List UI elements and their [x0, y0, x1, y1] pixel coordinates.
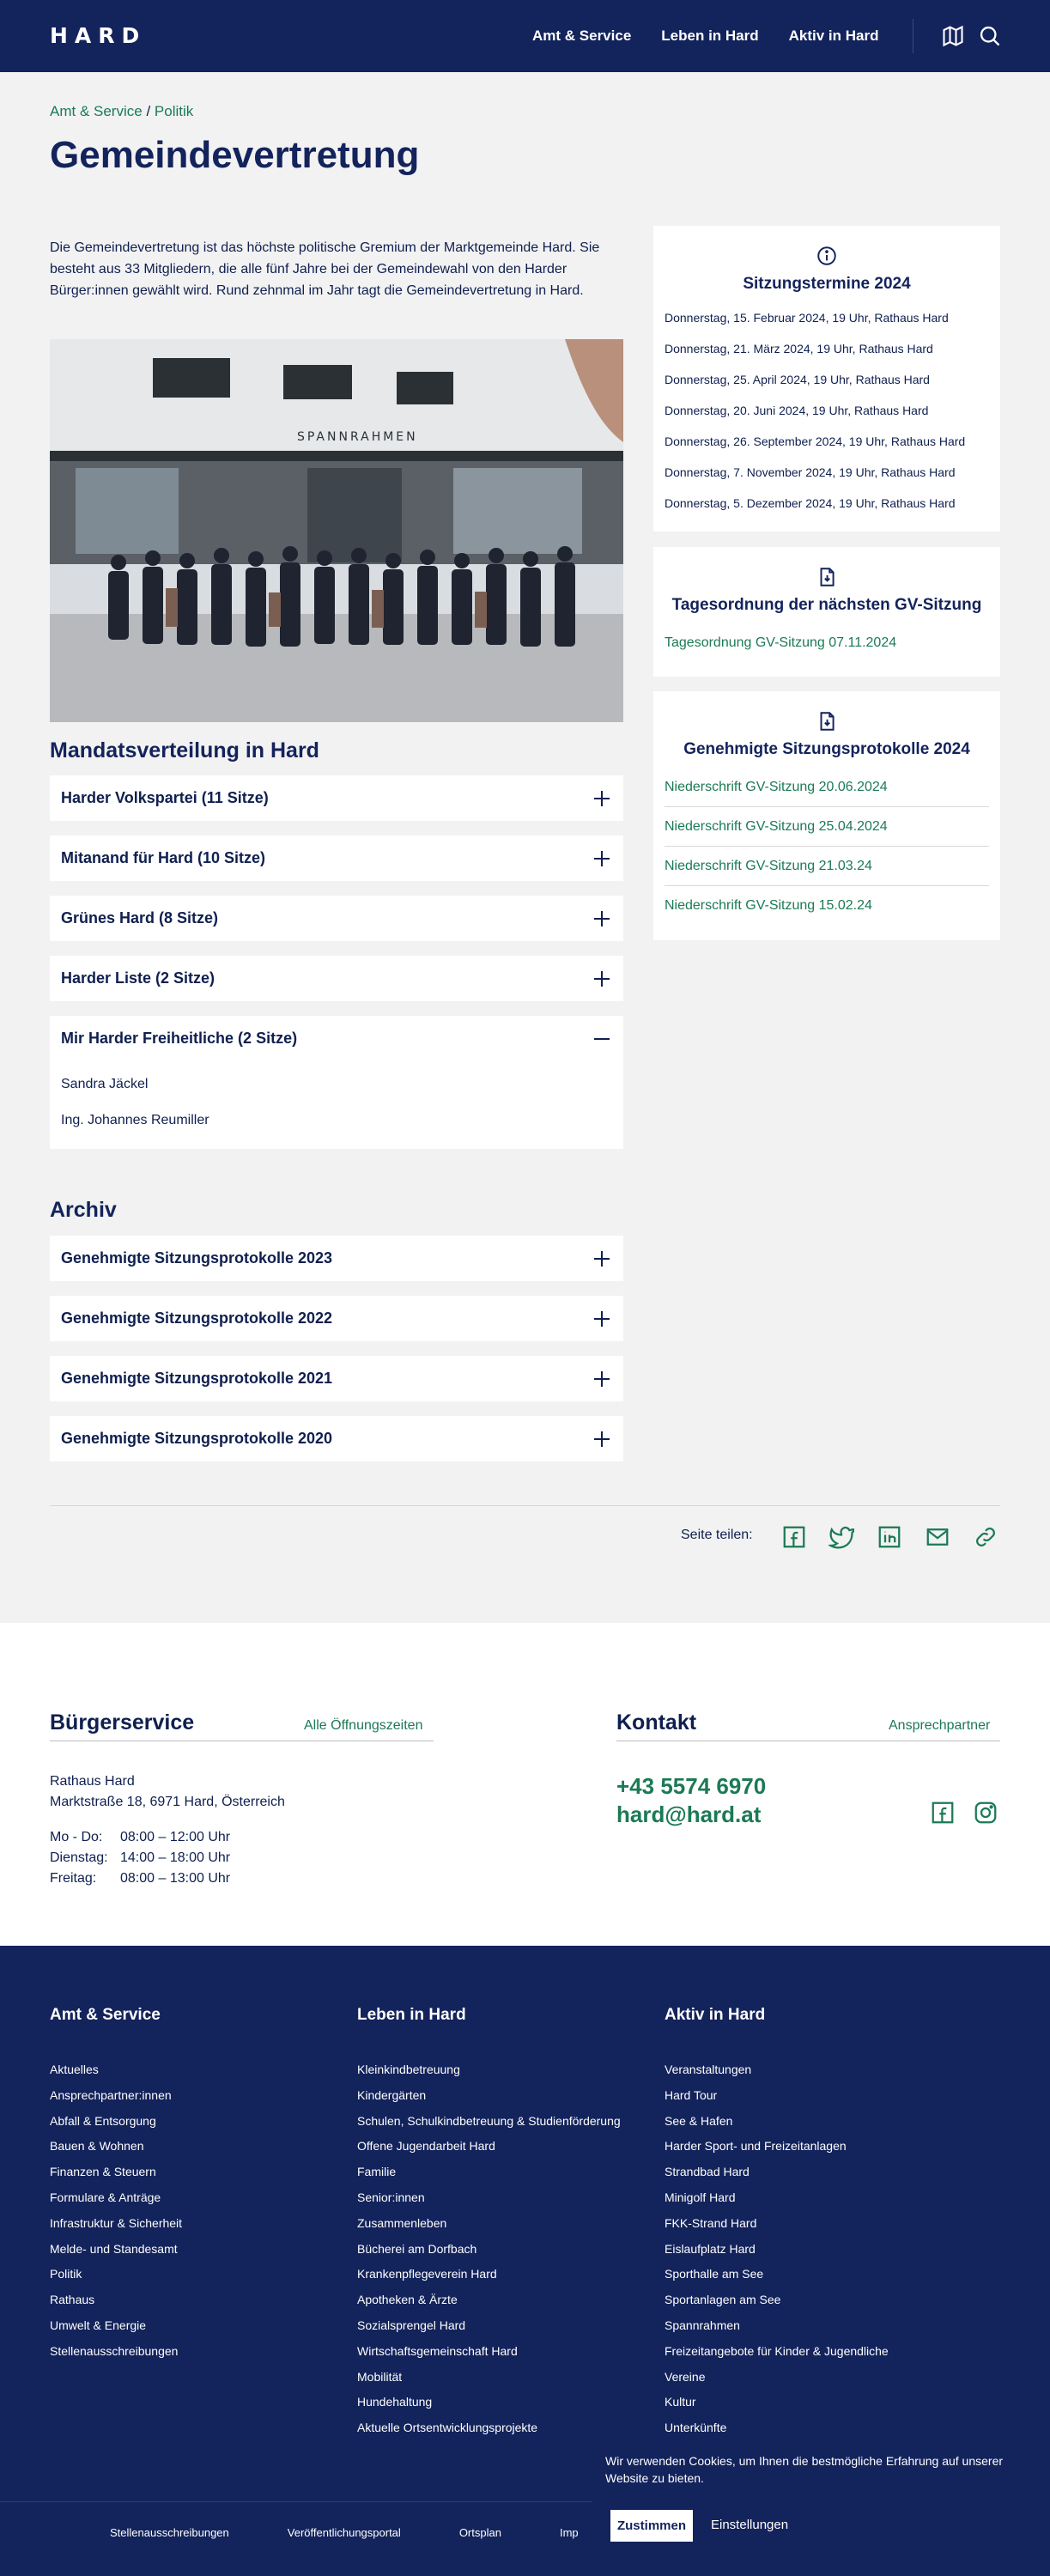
breadcrumb-separator: /	[146, 103, 151, 119]
footer-column-amt-service	[50, 2006, 182, 2365]
hours-day: Dienstag:	[50, 1850, 108, 1865]
protocols-title: Genehmigte Sitzungsprotokolle 2024	[683, 740, 970, 758]
footer-link[interactable]: Hard Tour	[665, 2087, 718, 2102]
contact-person-link[interactable]: Ansprechpartner	[889, 1718, 991, 1733]
accordion-archive-2022[interactable]	[50, 1296, 623, 1341]
mail-icon[interactable]	[925, 1524, 950, 1550]
info-icon	[816, 245, 838, 267]
service-section	[0, 1623, 1050, 1946]
bottom-link-ortsplan[interactable]: Ortsplan	[458, 2526, 501, 2539]
hours-time: 08:00 – 12:00 Uhr	[120, 1830, 231, 1844]
minus-icon[interactable]	[594, 1031, 610, 1047]
accordion-title: Harder Volkspartei (11 Sitze)	[61, 789, 269, 806]
footer-link[interactable]: Kindergärten	[357, 2087, 427, 2102]
cookie-text: Wir verwenden Cookies, um Ihnen die bestmögliche Erfahrung auf unserer Website zu bieten.	[605, 2454, 1004, 2485]
footer-link[interactable]: Harder Sport- und Freizeitanlagen	[665, 2139, 847, 2154]
accordion-title: Genehmigte Sitzungsprotokolle 2022	[61, 1309, 333, 1327]
footer-link[interactable]: Infrastruktur & Sicherheit	[50, 2215, 183, 2230]
agenda-title: Tagesordnung der nächsten GV-Sitzung	[671, 596, 982, 614]
plus-icon[interactable]	[594, 791, 610, 806]
bottom-link-stellenausschreibungen[interactable]: Stellenausschreibungen	[110, 2526, 229, 2539]
page-title: Gemeindevertretung	[50, 134, 420, 176]
protocols-card	[653, 691, 1000, 940]
member-name: Ing. Johannes Reumiller	[61, 1113, 209, 1127]
logo[interactable]: HARD	[50, 23, 147, 48]
accordion-body	[50, 1061, 623, 1149]
member-name: Sandra Jäckel	[61, 1077, 149, 1091]
footer-link[interactable]: Wirtschaftsgemeinschaft Hard	[357, 2343, 518, 2358]
footer-link[interactable]: Stellenausschreibungen	[50, 2343, 179, 2358]
footer-link[interactable]: Sporthalle am See	[665, 2267, 764, 2281]
cookie-accept-button[interactable]: Zustimmen	[610, 2510, 693, 2542]
meeting-date: Donnerstag, 7. November 2024, 19 Uhr, Rathaus Hard	[665, 465, 956, 479]
protocol-link[interactable]: Niederschrift GV-Sitzung 25.04.2024	[665, 819, 888, 834]
agenda-link[interactable]: Tagesordnung GV-Sitzung 07.11.2024	[665, 635, 897, 650]
footer-link[interactable]: Formulare & Anträge	[50, 2190, 161, 2204]
protocols-list	[653, 759, 1000, 926]
footer-link[interactable]: See & Hafen	[665, 2113, 733, 2128]
footer-column-title: Leben in Hard	[357, 2006, 466, 2024]
footer-column-title: Amt & Service	[50, 2006, 161, 2024]
footer-link[interactable]: Krankenpflegeverein Hard	[357, 2267, 497, 2281]
footer-link[interactable]: Aktuelle Ortsentwicklungsprojekte	[357, 2421, 538, 2435]
plus-icon[interactable]	[594, 1311, 610, 1327]
accordion-archive-2021[interactable]	[50, 1356, 623, 1401]
protocol-link[interactable]: Niederschrift GV-Sitzung 15.02.24	[665, 898, 872, 913]
footer-link[interactable]: Kultur	[665, 2395, 696, 2409]
footer-link[interactable]: Apotheken & Ärzte	[357, 2293, 458, 2307]
footer-link[interactable]: Senior:innen	[357, 2190, 425, 2204]
facebook-icon[interactable]	[781, 1524, 807, 1550]
phone-link[interactable]: +43 5574 6970	[616, 1773, 767, 1799]
meeting-dates-title: Sitzungstermine 2024	[743, 275, 911, 293]
plus-icon[interactable]	[594, 1431, 610, 1447]
share-divider	[50, 1505, 1000, 1506]
plus-icon[interactable]	[594, 1371, 610, 1387]
footer-link[interactable]: Spannrahmen	[665, 2318, 740, 2332]
accordion-title: Genehmigte Sitzungsprotokolle 2020	[61, 1430, 333, 1447]
document-download-icon	[816, 710, 838, 732]
hours-time: 14:00 – 18:00 Uhr	[120, 1850, 231, 1865]
nav-leben-in-hard[interactable]: Leben in Hard	[661, 27, 759, 44]
service-address: Marktstraße 18, 6971 Hard, Österreich	[50, 1795, 285, 1809]
accordion-title: Mitanand für Hard (10 Sitze)	[61, 849, 266, 866]
meeting-date: Donnerstag, 25. April 2024, 19 Uhr, Rathaus Hard	[665, 373, 930, 386]
meeting-date: Donnerstag, 5. Dezember 2024, 19 Uhr, Rathaus Hard	[665, 496, 956, 510]
group-photo	[50, 339, 623, 722]
accordion-archive-2020[interactable]	[50, 1416, 623, 1461]
breadcrumb	[50, 103, 193, 120]
meeting-dates-card	[653, 226, 1000, 532]
footer-link[interactable]: Hundehaltung	[357, 2395, 433, 2409]
footer-link[interactable]: Umwelt & Energie	[50, 2318, 147, 2332]
footer-link[interactable]: Zusammenleben	[357, 2215, 447, 2230]
accordion-harder-volkspartei[interactable]	[50, 775, 623, 821]
archive-section-title: Archiv	[50, 1198, 117, 1222]
accordion-mir-harder-freiheitliche[interactable]	[50, 1016, 623, 1149]
footer-column-title: Aktiv in Hard	[665, 2006, 766, 2024]
intro-text: Die Gemeindevertretung ist das höchste politische Gremium der Marktgemeinde Hard. Sie besteht aus 33 Mitgliedern, die alle fünf Jahre bei der Gemeindewahl von den Harder Bürger:innen gewählt wird. Rund zehnmal im Jahr tagt die Gemeindevertretung in Hard.	[50, 240, 600, 298]
opening-hours-link[interactable]: Alle Öffnungszeiten	[304, 1718, 423, 1733]
main-nav	[532, 0, 909, 72]
footer-link[interactable]: Aktuelles	[50, 2063, 99, 2076]
email-link[interactable]: hard@hard.at	[616, 1801, 762, 1827]
footer-link[interactable]: Abfall & Entsorgung	[50, 2113, 156, 2128]
service-name: Rathaus Hard	[50, 1774, 135, 1789]
footer-link[interactable]: Minigolf Hard	[665, 2190, 736, 2204]
meeting-dates-list	[653, 294, 1000, 519]
link-icon[interactable]	[973, 1524, 998, 1550]
nav-amt-service[interactable]: Amt & Service	[532, 27, 632, 44]
hours-day: Freitag:	[50, 1871, 97, 1886]
meeting-date: Donnerstag, 15. Februar 2024, 19 Uhr, Rathaus Hard	[665, 311, 949, 325]
group-photo-illustration	[50, 339, 623, 722]
accordion-gruenes-hard[interactable]	[50, 896, 623, 941]
hours-time: 08:00 – 13:00 Uhr	[120, 1871, 231, 1886]
accordion-title: Harder Liste (2 Sitze)	[61, 969, 215, 987]
footer-link[interactable]: Melde- und Standesamt	[50, 2241, 178, 2256]
footer-column-aktiv-in-hard	[665, 2006, 889, 2441]
footer-link[interactable]: Kleinkindbetreuung	[357, 2063, 460, 2076]
footer-link[interactable]: Finanzen & Steuern	[50, 2165, 156, 2179]
cookie-banner	[592, 2435, 1050, 2576]
footer-link[interactable]: Bauen & Wohnen	[50, 2139, 144, 2154]
footer-link[interactable]: Offene Jugendarbeit Hard	[357, 2139, 495, 2154]
bottom-link-impressum[interactable]: Imp	[559, 2526, 579, 2539]
protocol-link[interactable]: Niederschrift GV-Sitzung 20.06.2024	[665, 780, 888, 794]
footer-link[interactable]: Schulen, Schulkindbetreuung & Studienförderung	[357, 2113, 621, 2128]
footer-link[interactable]: Eislaufplatz Hard	[665, 2241, 756, 2256]
footer-link[interactable]: Veranstaltungen	[665, 2063, 752, 2076]
footer-link[interactable]: Sozialsprengel Hard	[357, 2318, 466, 2332]
breadcrumb-current[interactable]: Politik	[154, 103, 194, 119]
hours-day: Mo - Do:	[50, 1830, 103, 1844]
accordion-harder-liste[interactable]	[50, 956, 623, 1001]
opening-hours	[50, 1827, 230, 1889]
footer-link[interactable]: Ansprechpartner:innen	[50, 2087, 172, 2102]
footer-link[interactable]: Strandbad Hard	[665, 2165, 750, 2179]
footer-link[interactable]: Bücherei am Dorfbach	[357, 2241, 477, 2256]
accordion-title: Genehmigte Sitzungsprotokolle 2023	[61, 1249, 333, 1267]
plus-icon[interactable]	[594, 1251, 610, 1267]
accordion-mitanand-fuer-hard[interactable]	[50, 835, 623, 881]
accordion-archive-2023[interactable]	[50, 1236, 623, 1281]
accordion-title: Mir Harder Freiheitliche (2 Sitze)	[61, 1030, 298, 1047]
breadcrumb-parent[interactable]: Amt & Service	[50, 103, 143, 119]
footer-bottom-links	[110, 2526, 637, 2539]
accordion-title: Genehmigte Sitzungsprotokolle 2021	[61, 1370, 333, 1387]
footer-column-leben-in-hard	[357, 2006, 621, 2441]
agenda-card	[653, 547, 1000, 677]
facebook-icon[interactable]	[930, 1800, 956, 1826]
cookie-settings-button[interactable]: Einstellungen	[711, 2518, 789, 2532]
document-download-icon	[816, 566, 838, 588]
plus-icon[interactable]	[594, 911, 610, 927]
footer-link[interactable]: Familie	[357, 2165, 397, 2179]
site-header	[0, 0, 1050, 72]
footer-link[interactable]: Mobilität	[357, 2369, 403, 2384]
twitter-icon[interactable]	[828, 1524, 854, 1550]
linkedin-icon[interactable]	[877, 1524, 902, 1550]
instagram-icon[interactable]	[973, 1800, 998, 1826]
plus-icon[interactable]	[594, 851, 610, 866]
search-icon[interactable]	[978, 24, 1002, 48]
plus-icon[interactable]	[594, 971, 610, 987]
meeting-date: Donnerstag, 21. März 2024, 19 Uhr, Rathaus Hard	[665, 342, 933, 355]
accordion-title: Grünes Hard (8 Sitze)	[61, 909, 219, 927]
building-sign: SPANNRAHMEN	[297, 430, 418, 444]
footer-link[interactable]: Rathaus	[50, 2293, 95, 2307]
footer-link[interactable]: Sportanlagen am See	[665, 2293, 781, 2307]
meeting-date: Donnerstag, 26. September 2024, 19 Uhr, Rathaus Hard	[665, 434, 966, 448]
service-title: Bürgerservice	[50, 1710, 195, 1735]
meeting-date: Donnerstag, 20. Juni 2024, 19 Uhr, Rathaus Hard	[665, 404, 929, 417]
bottom-link-veroeffentlichungsportal[interactable]: Veröffentlichungsportal	[287, 2526, 401, 2539]
footer-link[interactable]: Freizeitangebote für Kinder & Jugendliche	[665, 2343, 889, 2358]
footer-link[interactable]: Politik	[50, 2267, 82, 2281]
nav-aktiv-in-hard[interactable]: Aktiv in Hard	[788, 27, 879, 44]
contact-title: Kontakt	[616, 1710, 697, 1735]
map-icon[interactable]	[941, 24, 965, 48]
protocol-link[interactable]: Niederschrift GV-Sitzung 21.03.24	[665, 859, 872, 873]
footer-link[interactable]: FKK-Strand Hard	[665, 2215, 757, 2230]
footer-link[interactable]: Unterkünfte	[665, 2421, 727, 2435]
footer-link[interactable]: Vereine	[665, 2369, 706, 2384]
mandate-section-title: Mandatsverteilung in Hard	[50, 738, 319, 762]
share-label: Seite teilen:	[681, 1528, 753, 1542]
